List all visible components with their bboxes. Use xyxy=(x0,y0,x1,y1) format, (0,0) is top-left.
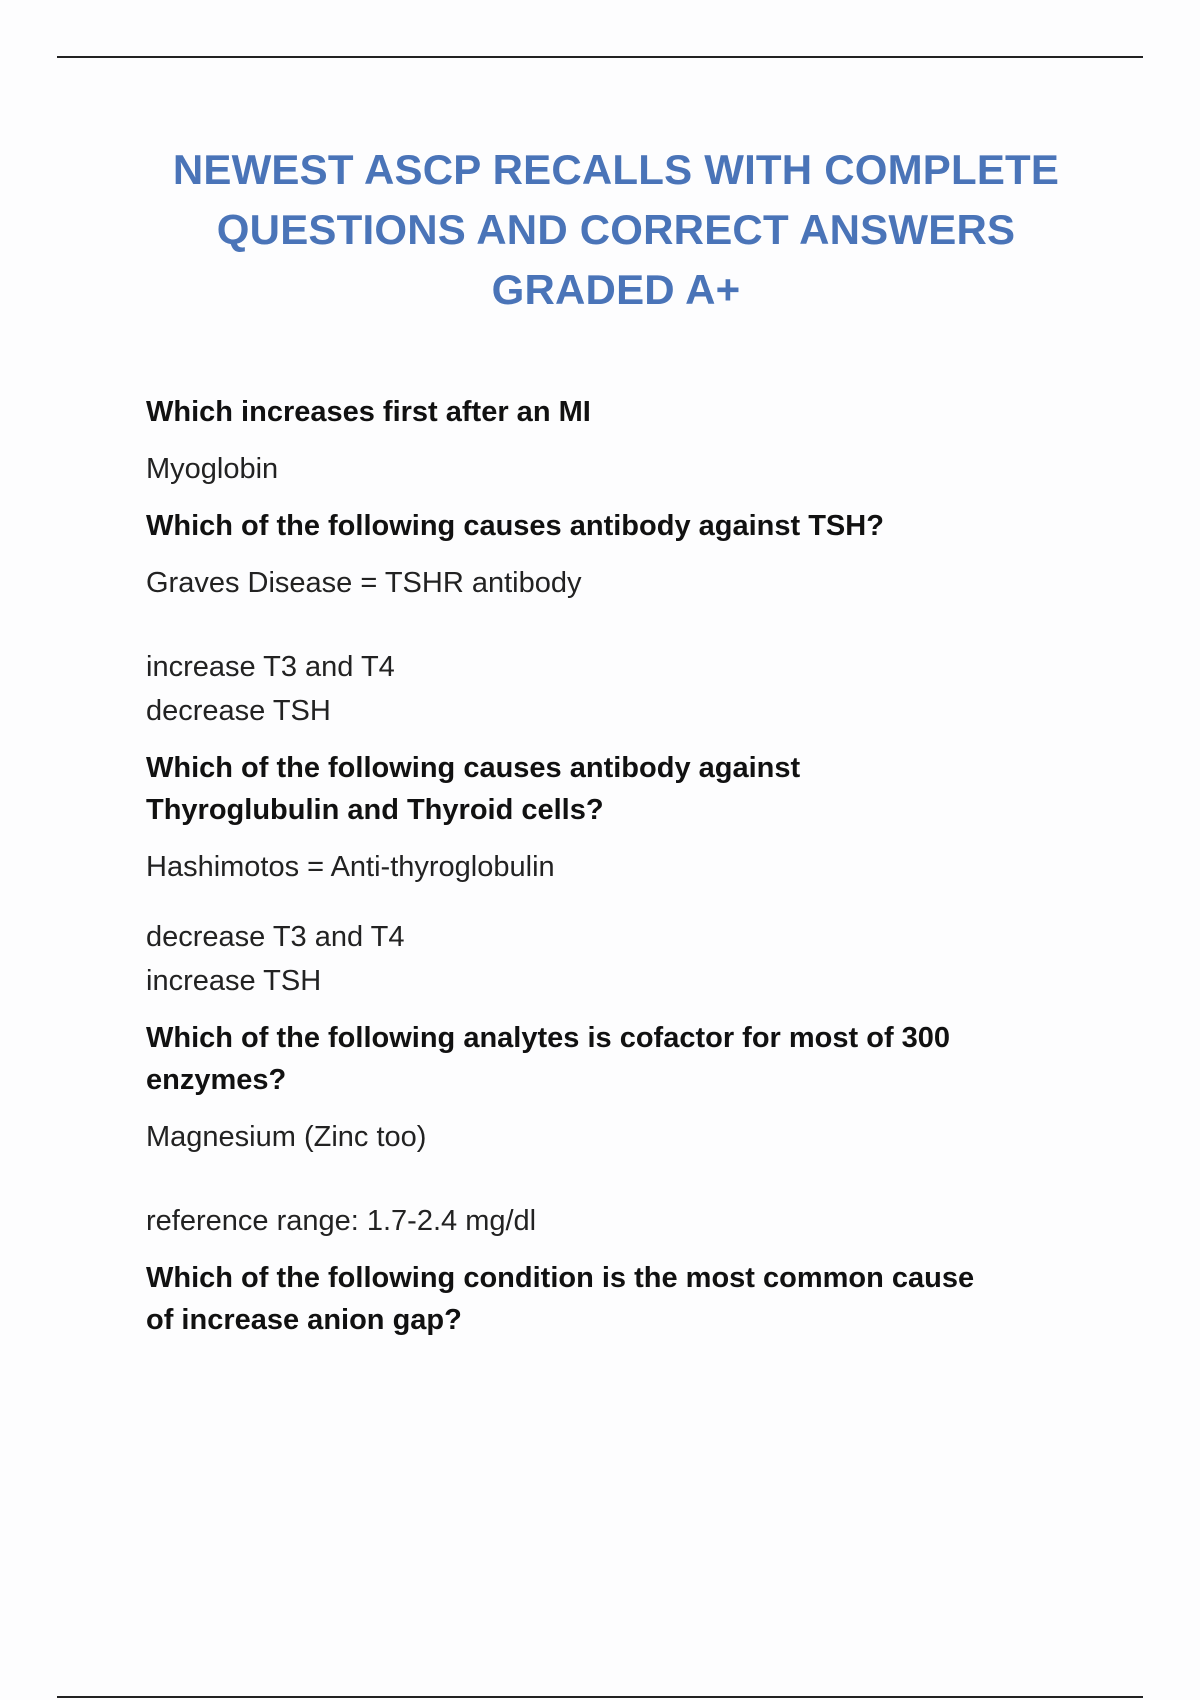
answer-line: Graves Disease = TSHR antibody xyxy=(146,567,582,599)
question-line: Which of the following condition is the most common cause xyxy=(146,1262,975,1294)
bottom-rule xyxy=(57,1696,1143,1698)
question-line: enzymes? xyxy=(146,1064,287,1096)
question xyxy=(146,1017,1086,1101)
answer-line: increase TSH xyxy=(146,965,322,997)
question-line: Which of the following causes antibody against TSH? xyxy=(146,510,884,542)
qa-item xyxy=(146,505,1086,733)
answer-paragraph xyxy=(146,447,1086,491)
answer-line: reference range: 1.7-2.4 mg/dl xyxy=(146,1205,537,1237)
title-line: GRADED A+ xyxy=(491,266,741,313)
qa-item xyxy=(146,1257,1086,1341)
answer-line: Hashimotos = Anti-thyroglobulin xyxy=(146,851,555,883)
question-line: of increase anion gap? xyxy=(146,1304,462,1336)
top-rule xyxy=(57,56,1143,58)
document-title xyxy=(100,140,1132,320)
question-line: Which of the following causes antibody against xyxy=(146,752,801,784)
answer-paragraph xyxy=(146,1199,1086,1243)
qa-item xyxy=(146,391,1086,491)
title-line: NEWEST ASCP RECALLS WITH COMPLETE xyxy=(172,146,1060,193)
question xyxy=(146,1257,1086,1341)
answer-line: decrease TSH xyxy=(146,695,331,727)
answer-paragraph xyxy=(146,1115,1086,1159)
question xyxy=(146,391,1086,433)
answer-line: Myoglobin xyxy=(146,453,279,485)
answer-paragraph xyxy=(146,915,1086,1003)
question xyxy=(146,505,1086,547)
answer-line: decrease T3 and T4 xyxy=(146,921,405,953)
answer-paragraph xyxy=(146,645,1086,733)
question-line: Thyroglubulin and Thyroid cells? xyxy=(146,794,604,826)
qa-list xyxy=(146,391,1086,1341)
question-line: Which increases first after an MI xyxy=(146,396,591,428)
answer-paragraph xyxy=(146,845,1086,889)
qa-item xyxy=(146,1017,1086,1243)
question xyxy=(146,747,1086,831)
title-line: QUESTIONS AND CORRECT ANSWERS xyxy=(216,206,1016,253)
answer-line: Magnesium (Zinc too) xyxy=(146,1121,427,1153)
question-line: Which of the following analytes is cofactor for most of 300 xyxy=(146,1022,951,1054)
qa-item xyxy=(146,747,1086,1003)
answer-line: increase T3 and T4 xyxy=(146,651,395,683)
answer-paragraph xyxy=(146,561,1086,605)
